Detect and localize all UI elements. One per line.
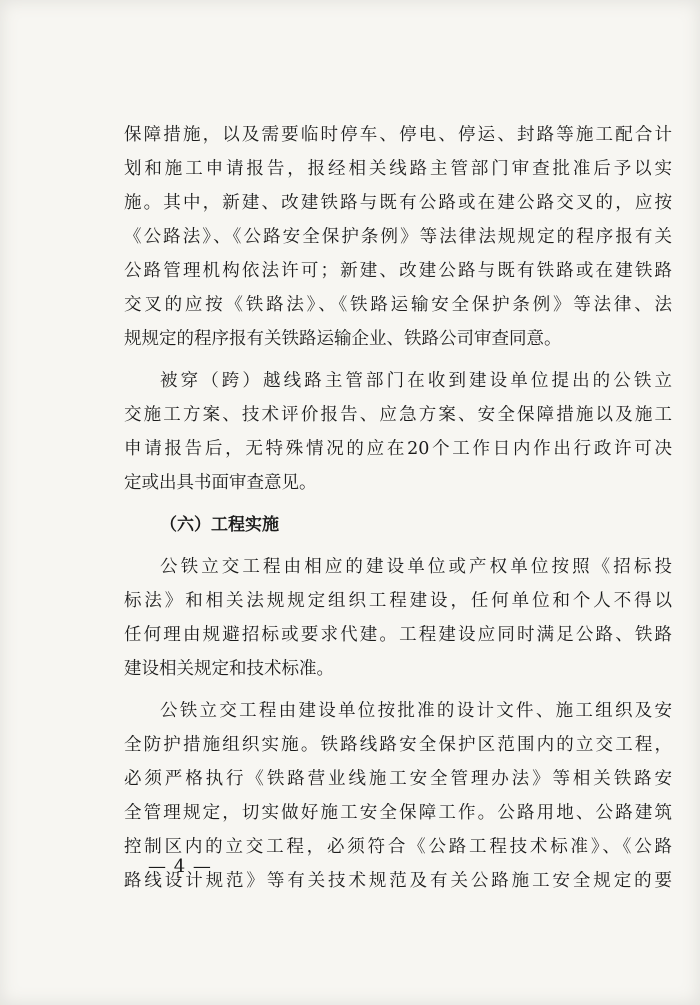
text-line: 交叉的应按《铁路法》、《铁路运输安全保护条例》等法律、法	[124, 295, 672, 315]
text-line: 必须严格执行《铁路营业线施工安全管理办法》等相关铁路安	[124, 769, 672, 789]
text-line: 交施工方案、技术评价报告、应急方案、安全保障措施以及施工	[124, 405, 672, 425]
text-line: 控制区内的立交工程，必须符合《公路工程技术标准》、《公路	[124, 837, 672, 857]
text-line: 公铁立交工程由相应的建设单位或产权单位按照《招标投	[160, 557, 672, 577]
text-line: 标法》和相关法规规定组织工程建设，任何单位和个人不得以	[124, 591, 672, 611]
text-line: 全防护措施组织实施。铁路线路安全保护区范围内的立交工程，	[124, 735, 672, 755]
text-line: 划和施工申请报告，报经相关线路主管部门审查批准后予以实	[124, 159, 672, 179]
text-line: 全管理规定，切实做好施工安全保障工作。公路用地、公路建筑	[124, 803, 672, 823]
text-line: 定或出具书面审查意见。	[124, 473, 317, 493]
text-line: 任何理由规避招标或要求代建。工程建设应同时满足公路、铁路	[124, 625, 672, 645]
section-heading: （六）工程实施	[160, 515, 279, 535]
text-line: 规规定的程序报有关铁路运输企业、铁路公司审查同意。	[124, 329, 562, 349]
page-number: — 4 —	[148, 856, 212, 877]
text-line: 保障措施，以及需要临时停车、停电、停运、封路等施工配合计	[124, 125, 672, 145]
text-line: 申请报告后，无特殊情况的应在20个工作日内作出行政许可决	[124, 439, 672, 459]
text-line: 路线设计规范》等有关技术规范及有关公路施工安全规定的要	[124, 871, 672, 891]
text-line: 被穿（跨）越线路主管部门在收到建设单位提出的公铁立	[160, 371, 672, 391]
text-line: 公铁立交工程由建设单位按批准的设计文件、施工组织及安	[160, 701, 672, 721]
text-line: 公路管理机构依法许可；新建、改建公路与既有铁路或在建铁路	[124, 261, 672, 281]
text-line: 建设相关规定和技术标准。	[124, 659, 334, 679]
document-body	[124, 118, 672, 898]
text-line: 《公路法》、《公路安全保护条例》等法律法规规定的程序报有关	[124, 227, 672, 247]
text-line: 施。其中，新建、改建铁路与既有公路或在建公路交叉的，应按	[124, 193, 672, 213]
